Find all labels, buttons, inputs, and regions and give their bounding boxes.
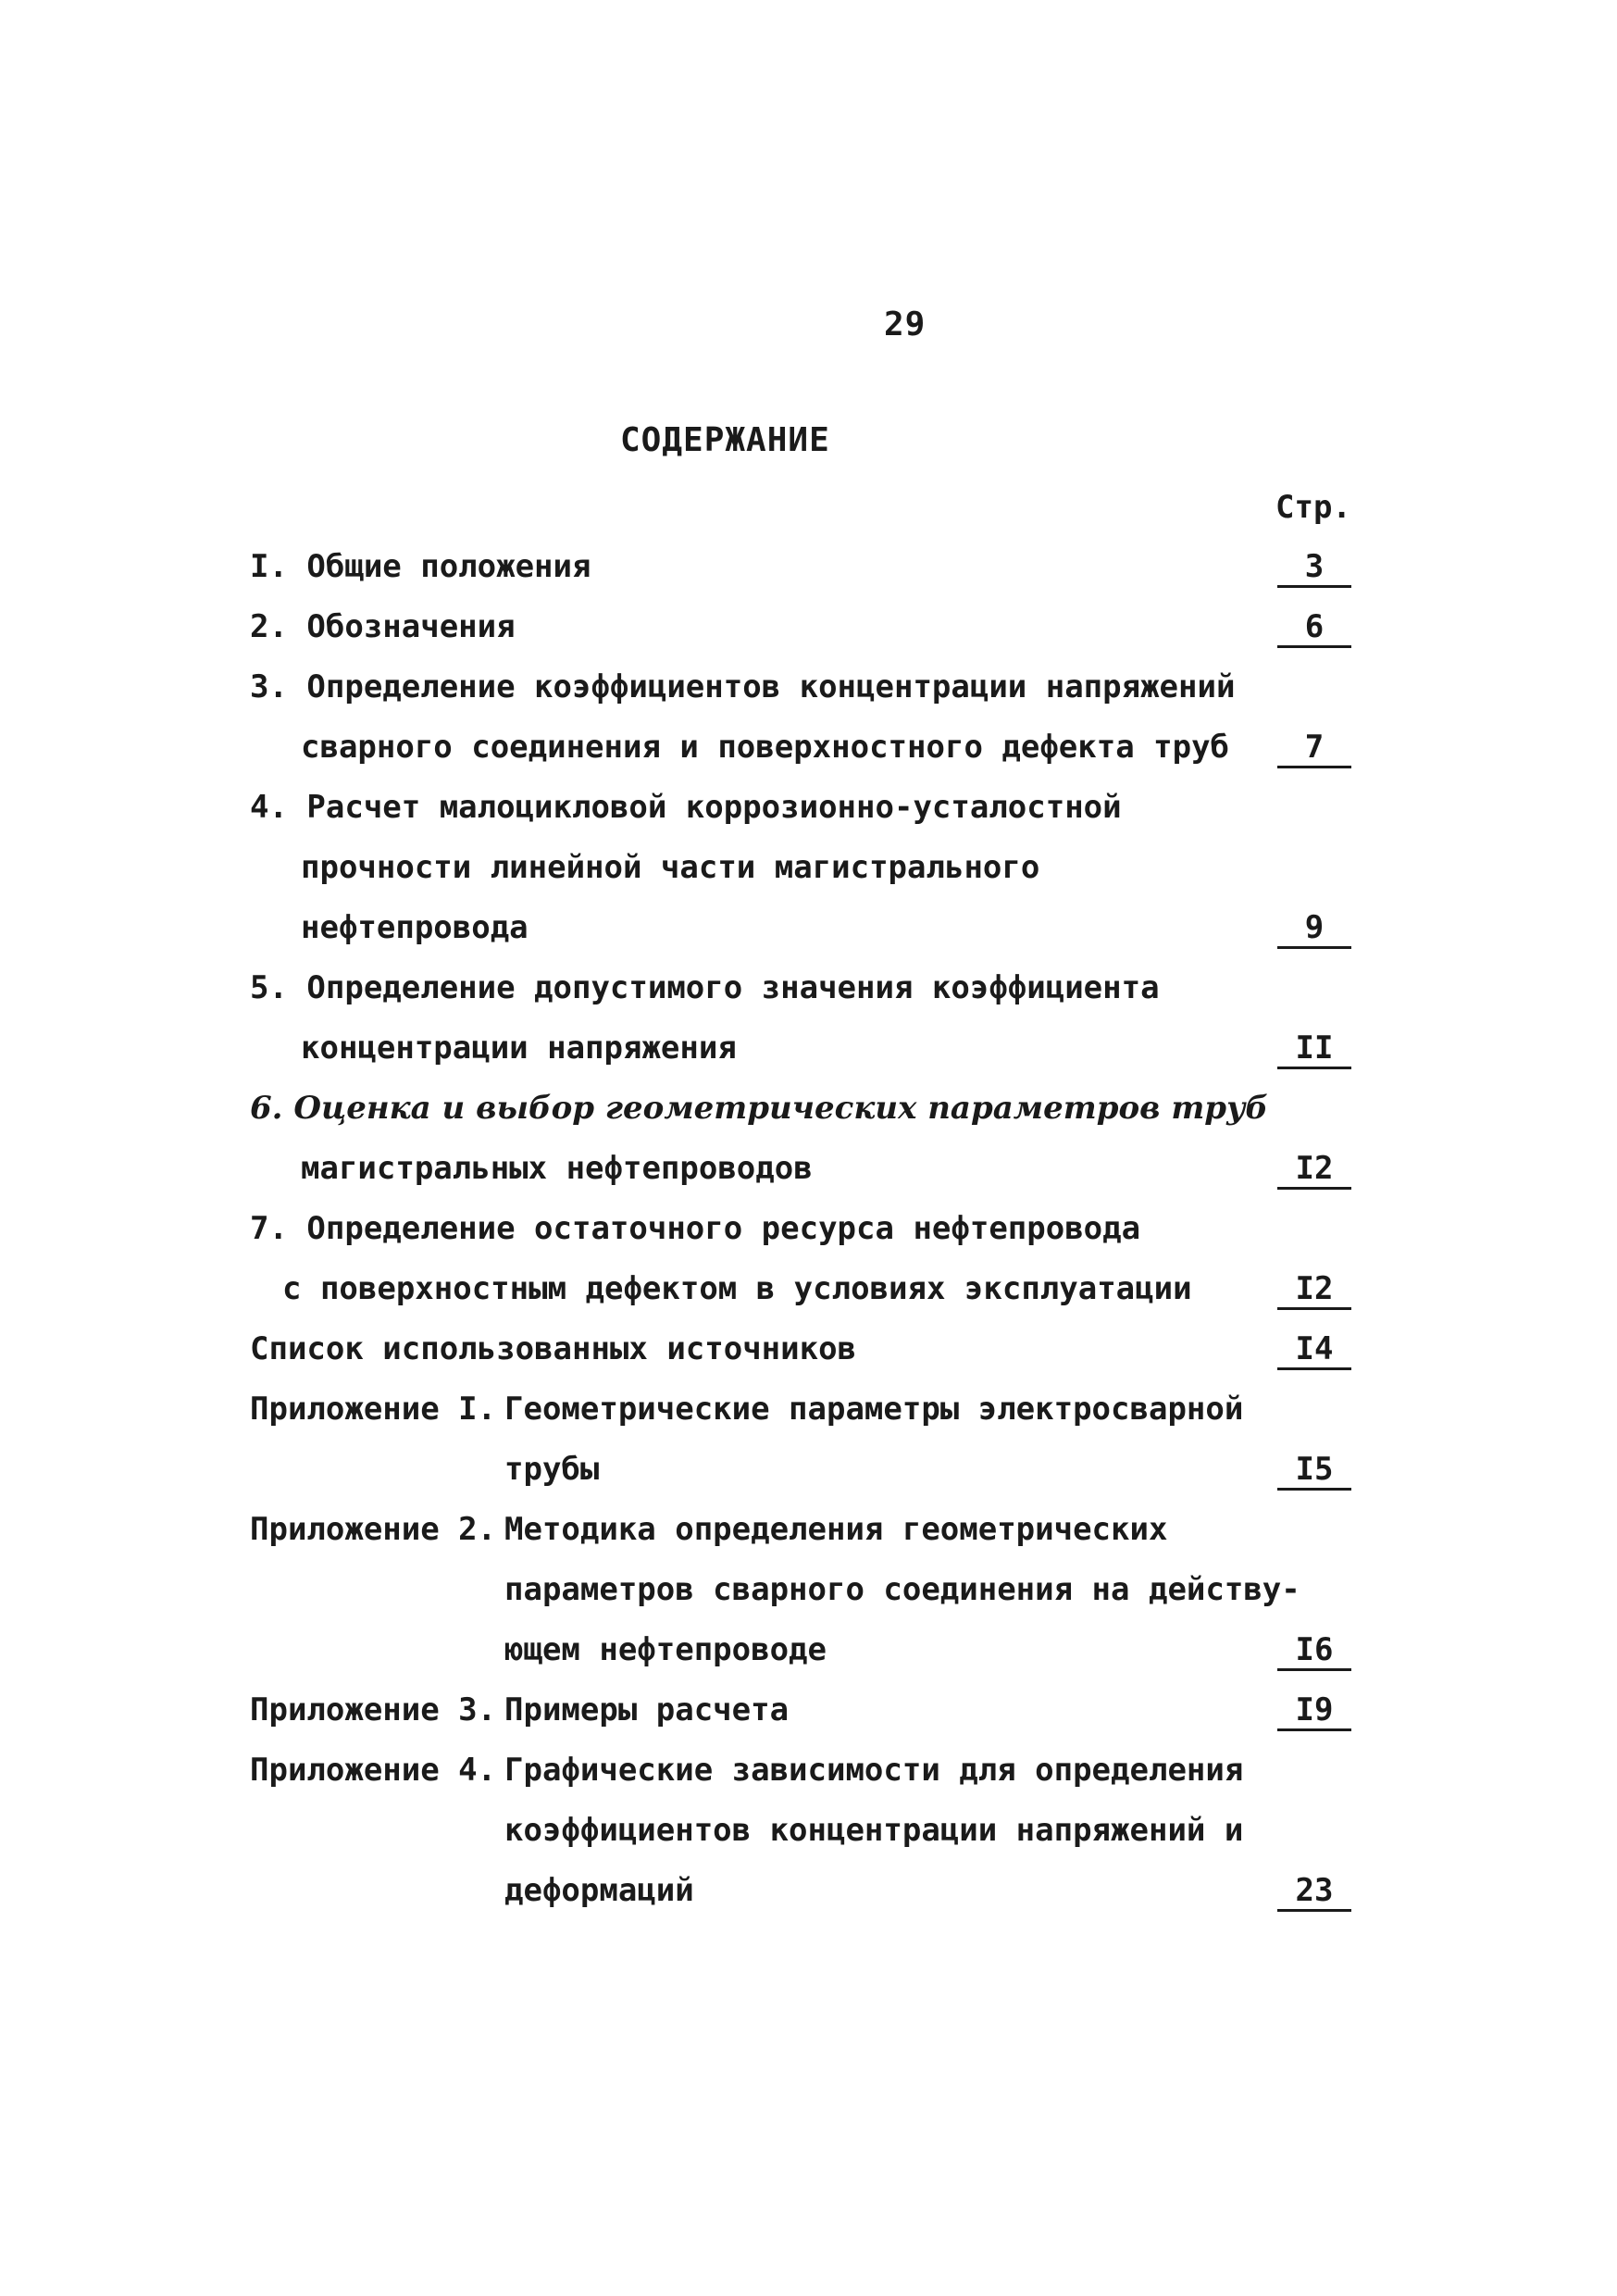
- appendix-1-page: I5: [1277, 1451, 1351, 1491]
- toc-entry-2-line-1: 2. Обозначения: [250, 608, 516, 645]
- toc-entry-6-page: I2: [1277, 1150, 1351, 1190]
- toc-entry-6-line-1: 6. Оценка и выбор геометрических параметров труб: [250, 1090, 1268, 1127]
- page-number: 29: [884, 306, 927, 343]
- toc-entry-4-page: 9: [1277, 909, 1351, 949]
- appendix-4-line-1: Графические зависимости для определения: [504, 1752, 1244, 1789]
- toc-entry-5-line-1: 5. Определение допустимого значения коэффициента: [250, 969, 1160, 1006]
- toc-entry-1-line-1: I. Общие положения: [250, 548, 591, 585]
- toc-entry-2-page: 6: [1277, 608, 1351, 648]
- toc-entry-3-line-2: сварного соединения и поверхностного дефекта труб: [301, 729, 1230, 766]
- toc-entry-1-page: 3: [1277, 548, 1351, 588]
- appendix-2-line-3: ющем нефтепроводе: [504, 1631, 827, 1668]
- toc-entry-3-page: 7: [1277, 729, 1351, 768]
- appendix-1-line-1: Геометрические параметры электросварной: [504, 1391, 1244, 1428]
- appendix-4-line-3: деформаций: [504, 1872, 694, 1909]
- appendix-2-line-1: Методика определения геометрических: [504, 1511, 1168, 1548]
- appendix-1-label: Приложение I.: [250, 1391, 497, 1428]
- toc-entry-5-page: II: [1277, 1029, 1351, 1069]
- toc-entry-3-line-1: 3. Определение коэффициентов концентрации напряжений: [250, 668, 1236, 705]
- appendix-2-line-2: параметров сварного соединения на действу-: [504, 1571, 1300, 1608]
- appendix-3-line-1: Примеры расчета: [504, 1691, 790, 1728]
- appendix-4-line-2: коэффициентов концентрации напряжений и: [504, 1812, 1244, 1849]
- toc-entry-4-line-1: 4. Расчет малоцикловой коррозионно-усталостной: [250, 789, 1122, 826]
- appendix-2-page: I6: [1277, 1631, 1351, 1671]
- appendix-4-page: 23: [1277, 1872, 1351, 1912]
- page-column-label: Стр.: [1275, 489, 1351, 526]
- toc-entry-8-page: I4: [1277, 1330, 1351, 1370]
- appendix-4-label: Приложение 4.: [250, 1752, 497, 1789]
- toc-entry-7-line-1: 7. Определение остаточного ресурса нефтепровода: [250, 1210, 1141, 1247]
- appendix-3-page: I9: [1277, 1691, 1351, 1731]
- appendix-1-line-2: трубы: [504, 1451, 600, 1488]
- toc-entry-4-line-3: нефтепровода: [301, 909, 529, 946]
- toc-entry-7-line-2: с поверхностным дефектом в условиях эксплуатации: [282, 1270, 1192, 1307]
- toc-entry-6-line-2: магистральных нефтепроводов: [301, 1150, 813, 1187]
- toc-entry-4-line-2: прочности линейной части магистрального: [301, 849, 1040, 886]
- appendix-2-label: Приложение 2.: [250, 1511, 497, 1548]
- page-title: СОДЕРЖАНИЕ: [620, 421, 830, 459]
- toc-entry-8-line-1: Список использованных источников: [250, 1330, 857, 1367]
- appendix-3-label: Приложение 3.: [250, 1691, 497, 1728]
- toc-entry-5-line-2: концентрации напряжения: [301, 1029, 737, 1067]
- toc-entry-7-page: I2: [1277, 1270, 1351, 1310]
